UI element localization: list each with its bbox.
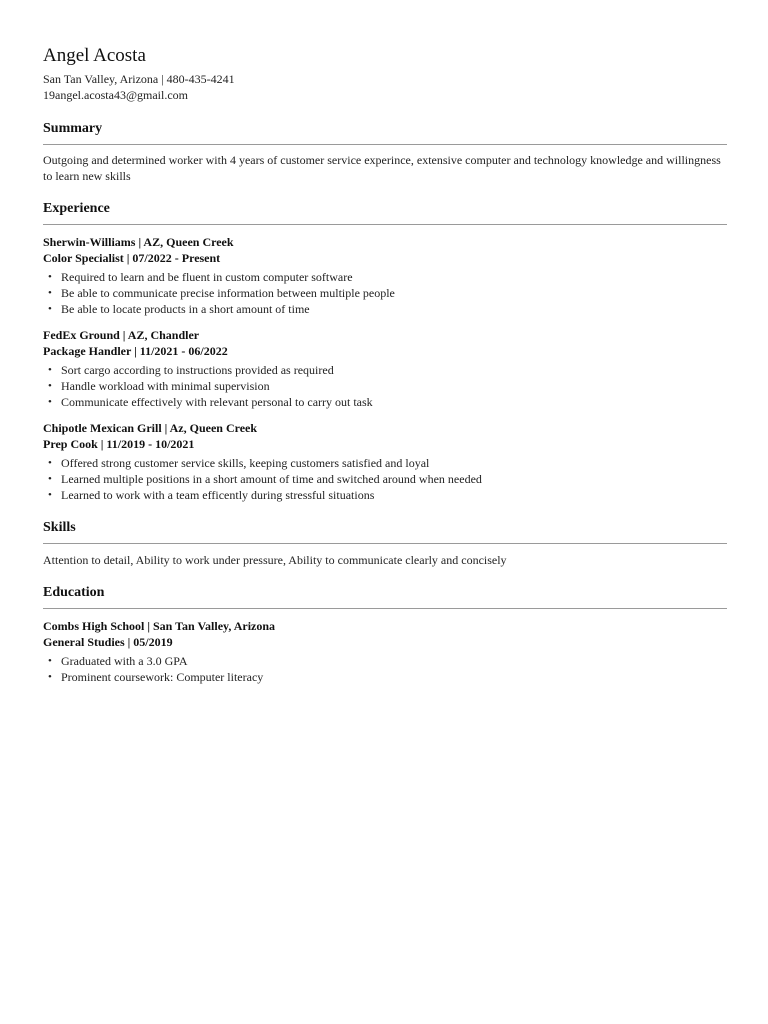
bullet-text: Required to learn and be fluent in custom computer software — [61, 270, 353, 284]
contact-info — [43, 71, 727, 103]
bullet-item — [48, 471, 727, 487]
job-company: Sherwin-Williams | AZ, Queen Creek — [43, 235, 234, 249]
bullet-text: Graduated with a 3.0 GPA — [61, 654, 188, 668]
experience-heading: Experience — [43, 200, 727, 225]
program-name: General Studies | 05/2019 — [43, 635, 173, 649]
bullet-text: Communicate effectively with relevant personal to carry out task — [61, 395, 373, 409]
education-section — [43, 584, 727, 685]
bullet-icon: • — [48, 489, 52, 501]
bullet-icon: • — [48, 287, 52, 299]
job-role: Package Handler | 11/2021 - 06/2022 — [43, 344, 228, 358]
bullet-item — [48, 669, 727, 685]
job-role: Color Specialist | 07/2022 - Present — [43, 251, 221, 265]
bullet-text: Prominent coursework: Computer literacy — [61, 670, 264, 684]
job-role: Prep Cook | 11/2019 - 10/2021 — [43, 437, 195, 451]
bullet-icon: • — [48, 473, 52, 485]
job-company: FedEx Ground | AZ, Chandler — [43, 328, 200, 342]
bullet-icon: • — [48, 457, 52, 469]
bullet-item — [48, 378, 727, 394]
summary-text: Outgoing and determined worker with 4 years of customer service experince, extensive computer and technology knowledge and willingness to learn new skills — [43, 153, 721, 183]
bullet-text: Handle workload with minimal supervision — [61, 379, 270, 393]
bullet-icon: • — [48, 396, 52, 408]
bullet-item — [48, 269, 727, 285]
bullet-icon: • — [48, 671, 52, 683]
bullet-text: Learned multiple positions in a short amount of time and switched around when needed — [61, 472, 482, 486]
summary-heading: Summary — [43, 120, 727, 145]
education-bullets — [43, 653, 727, 685]
location-phone: San Tan Valley, Arizona | 480-435-4241 — [43, 72, 235, 86]
experience-section — [43, 200, 727, 503]
bullet-icon: • — [48, 380, 52, 392]
job-entry — [43, 234, 727, 317]
bullet-item — [48, 455, 727, 471]
job-bullets — [43, 362, 727, 410]
email-address: 19angel.acosta43@gmail.com — [43, 88, 189, 102]
bullet-icon: • — [48, 271, 52, 283]
bullet-text: Sort cargo according to instructions provided as required — [61, 363, 334, 377]
summary-section — [43, 120, 727, 184]
resume-page — [43, 44, 727, 685]
bullet-icon: • — [48, 303, 52, 315]
skills-text: Attention to detail, Ability to work under pressure, Ability to communicate clearly and concisely — [43, 553, 507, 567]
candidate-name: Angel Acosta — [43, 45, 146, 66]
job-company: Chipotle Mexican Grill | Az, Queen Creek — [43, 421, 258, 435]
bullet-text: Be able to communicate precise information between multiple people — [61, 286, 395, 300]
bullet-item — [48, 653, 727, 669]
skills-section — [43, 519, 727, 568]
school-name: Combs High School | San Tan Valley, Arizona — [43, 619, 276, 633]
bullet-icon: • — [48, 655, 52, 667]
bullet-item — [48, 285, 727, 301]
education-entry — [43, 618, 727, 685]
bullet-item — [48, 301, 727, 317]
bullet-icon: • — [48, 364, 52, 376]
job-entry — [43, 327, 727, 410]
bullet-item — [48, 394, 727, 410]
bullet-text: Offered strong customer service skills, keeping customers satisfied and loyal — [61, 456, 430, 470]
education-heading: Education — [43, 584, 727, 609]
job-bullets — [43, 269, 727, 317]
bullet-text: Learned to work with a team efficently during stressful situations — [61, 488, 375, 502]
skills-heading: Skills — [43, 519, 727, 544]
job-entry — [43, 420, 727, 503]
bullet-item — [48, 362, 727, 378]
bullet-text: Be able to locate products in a short amount of time — [61, 302, 310, 316]
resume-header — [43, 44, 727, 103]
bullet-item — [48, 487, 727, 503]
job-bullets — [43, 455, 727, 503]
